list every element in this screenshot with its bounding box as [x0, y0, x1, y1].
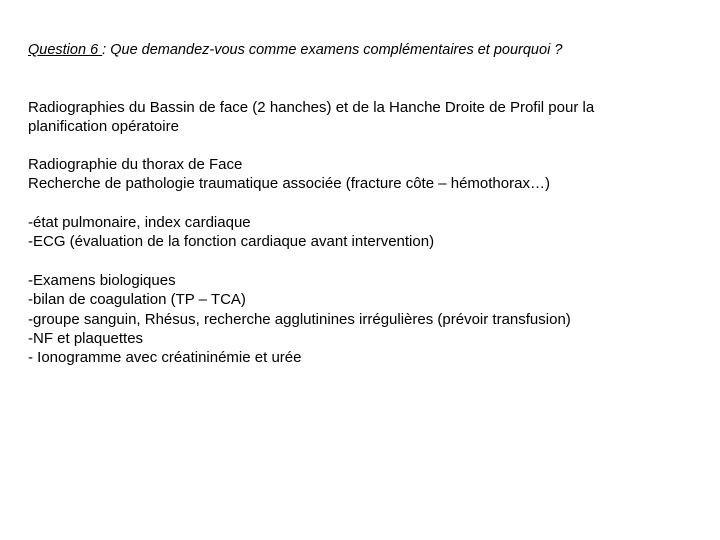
question-label: Question 6: [28, 42, 103, 58]
text-line: -groupe sanguin, Rhésus, recherche agglutinines irrégulières (prévoir transfusion): [28, 310, 571, 328]
text-line: -ECG (évaluation de la fonction cardiaque avant intervention): [28, 233, 435, 251]
section-radiographie-thorax: [28, 155, 550, 194]
text-line: -bilan de coagulation (TP – TCA): [28, 291, 246, 309]
text-line: Recherche de pathologie traumatique associée (fracture côte – hémothorax…): [28, 175, 550, 193]
section-examens-biologiques: [28, 271, 571, 367]
text-line: Radiographie du thorax de Face: [28, 156, 243, 173]
question-heading: [28, 42, 562, 58]
text-line: -NF et plaquettes: [28, 329, 144, 347]
text-line: Radiographies du Bassin de face (2 hanches) et de la Hanche Droite de Profil pour la: [28, 99, 595, 116]
text-line: -Examens biologiques: [28, 272, 176, 289]
text-line: planification opératoire: [28, 118, 179, 136]
text-line: -état pulmonaire, index cardiaque: [28, 214, 251, 231]
text-line: - Ionogramme avec créatininémie et urée: [28, 349, 302, 367]
question-text: : Que demandez-vous comme examens complémentaires et pourquoi ?: [102, 42, 563, 58]
section-radiographie-bassin: [28, 98, 594, 137]
section-cardio-pulmonaire: [28, 213, 434, 252]
